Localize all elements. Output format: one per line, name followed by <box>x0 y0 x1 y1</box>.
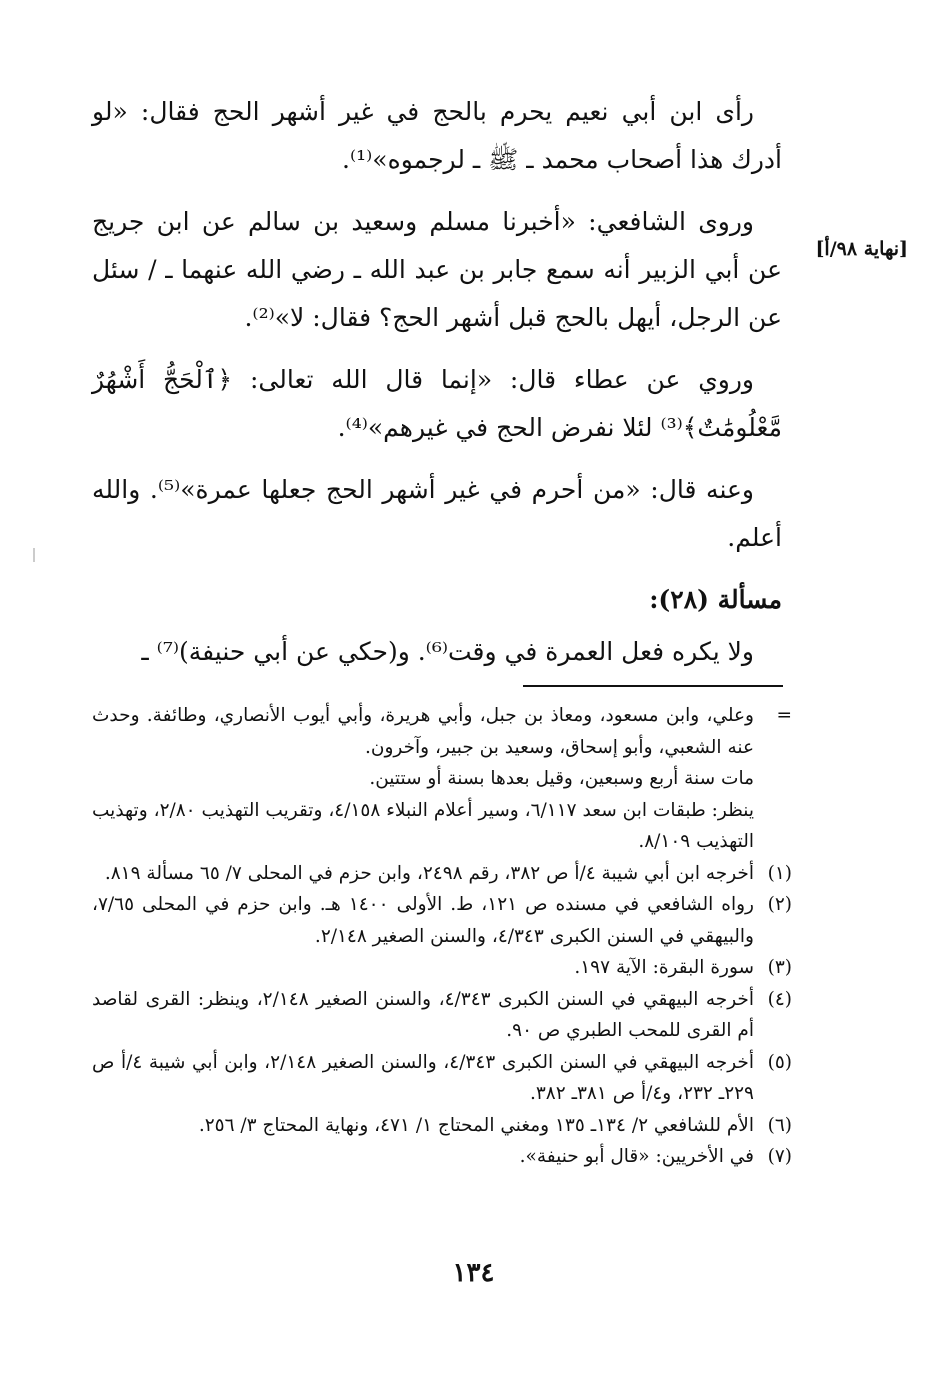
footnote-number: (٣) <box>767 957 792 978</box>
footnote-item <box>92 1047 792 1110</box>
paragraph-1: رأى ابن أبي نعيم يحرم بالحج في غير أشهر الحج فقال: «لو أدرك هذا أصحاب محمد ـ ﷺ ـ لرجموه»⁽¹⁾. <box>92 97 782 174</box>
page-number: ١٣٤ <box>452 1258 495 1288</box>
paragraph-2: وروى الشافعي: «أخبرنا مسلم وسعيد بن سالم عن ابن جريج عن أبي الزبير أنه سمع جابر بن عبد الله ـ رضي الله عنهما ـ / سئل عن الرجل، أيهل بالحج قبل أشهر الحج؟ فقال: لا»⁽²⁾. <box>92 207 782 332</box>
paragraph-3: وروي عن عطاء قال: «إنما قال الله تعالى: ﴿ٱلْحَجُّ أَشْهُرٌ مَّعْلُومَٰتٌ﴾⁽³⁾ لئلا نفرض الحج في غيرهم»⁽⁴⁾. <box>92 365 782 442</box>
footnote-text: سورة البقرة: الآية ١٩٧. <box>574 957 754 978</box>
footnote-item <box>92 858 792 890</box>
scan-mark <box>33 548 35 562</box>
footnote-number: (٥) <box>767 1051 792 1073</box>
footnote-item <box>92 1110 792 1142</box>
footnote-text: أخرجه البيهقي في السنن الكبرى ٤/٣٤٣، والسنن الصغير ٢/١٤٨، وابن أبي شيبة ٤/أ ص ٢٢٩ـ ٢٣٢، و٤/أ ص ٣٨١ـ ٣٨٢. <box>92 1051 755 1104</box>
footnote-number: (٢) <box>767 894 792 915</box>
footnote-continuation <box>92 700 792 763</box>
footnote-text: أخرجه البيهقي في السنن الكبرى ٤/٣٤٣، والسنن الصغير ٢/١٤٨، وينظر: القرى لقاصد أم القرى للمحب الطبري ص ٩٠. <box>92 988 754 1041</box>
main-text <box>92 88 782 690</box>
footnote-text: وعلي، وابن مسعود، ومعاذ بن جبل، وأبي هريرة، وأبي أيوب الأنصاري، وطائفة. وحدث عنه الشعبي، وأبو إسحاق، وسعيد بن جبير، وآخرون. <box>92 705 754 758</box>
footnote-text: رواه الشافعي في مسنده ص ١٢١، ط. الأولى ١٤٠٠ هـ. وابن حزم في المحلى ٧/٦٥، والبيهقي في السنن الكبرى ٤/٣٤٣، والسنن الصغير ٢/١٤٨. <box>92 894 754 947</box>
footnote-item <box>92 889 792 952</box>
footnote-text: الأم للشافعي ٢/ ١٣٤ـ ١٣٥ ومغني المحتاج ١/ ٤٧١، ونهاية المحتاج ٣/ ٢٥٦. <box>198 1114 754 1136</box>
margin-note: [نهاية ٩٨/أ] <box>815 238 908 260</box>
continuation-marker: = <box>776 705 792 726</box>
footnote-item <box>92 952 792 984</box>
footnote-continuation-line: ينظر: طبقات ابن سعد ٦/١١٧، وسير أعلام النبلاء ٤/١٥٨، وتقريب التهذيب ٢/٨٠، وتهذيب التهذيب ٨/١٠٩. <box>92 799 754 852</box>
footnote-text: أخرجه ابن أبي شيبة ٤/أ ص ٣٨٢، رقم ٢٤٩٨، وابن حزم في المحلى ٧/ ٦٥ مسألة ٨١٩. <box>104 862 754 884</box>
paragraph-4: وعنه قال: «من أحرم في غير أشهر الحج جعلها عمرة»⁽⁵⁾. والله أعلم. <box>92 475 782 552</box>
issue-heading: مسألة (٢٨): <box>649 585 782 614</box>
footnote-divider <box>523 685 783 687</box>
footnotes <box>92 700 792 1173</box>
footnote-number: (٤) <box>767 988 792 1010</box>
footnote-number: (٧) <box>767 1146 792 1167</box>
footnote-item <box>92 984 792 1047</box>
footnote-continuation-line: مات سنة أربع وسبعين، وقيل بعدها بسنة أو ستتين. <box>369 768 754 789</box>
footnote-number: (١) <box>767 862 792 884</box>
paragraph-5: ولا يكره فعل العمرة في وقت⁽⁶⁾. و(حكي عن أبي حنيفة)⁽⁷⁾ ـ <box>141 637 754 666</box>
footnote-item <box>92 1141 792 1173</box>
footnote-text: في الأخريين: «قال أبو حنيفة». <box>519 1146 754 1167</box>
footnote-number: (٦) <box>767 1114 792 1136</box>
